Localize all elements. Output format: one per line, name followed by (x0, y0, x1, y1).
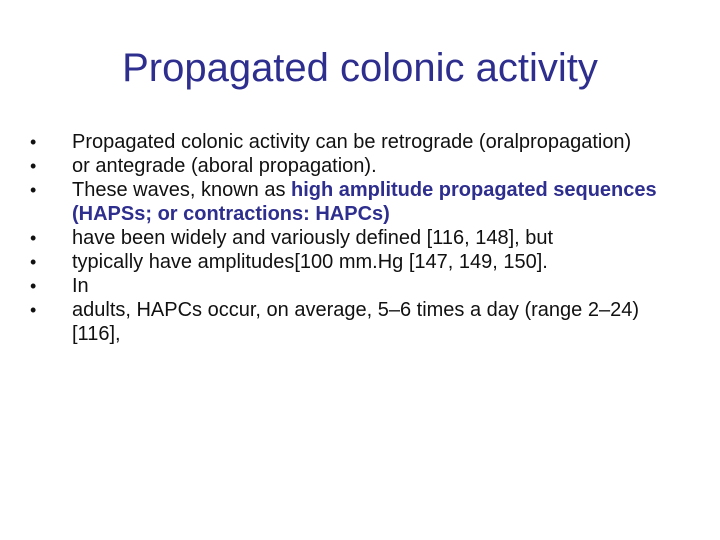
bullet-dot-icon: • (30, 300, 37, 320)
bullet-text: or antegrade (aboral propagation). (72, 155, 377, 177)
bullet-dot-icon: • (30, 276, 37, 296)
bullet-dot-icon: • (30, 156, 37, 176)
bullet-item (30, 274, 690, 298)
bullet-dot-icon: • (30, 252, 37, 272)
slide-title: Propagated colonic activity (122, 46, 598, 90)
bullet-list (30, 130, 690, 346)
bullet-dot-icon: • (30, 180, 37, 200)
bullet-text: In (72, 275, 89, 297)
bullet-text: These waves, known as (72, 179, 291, 201)
bullet-dot-icon: • (30, 132, 37, 152)
bullet-highlight-text: high amplitude propagated sequences (HAPSs; or contractions: HAPCs) (72, 179, 657, 225)
bullet-item (30, 130, 690, 154)
bullet-item (30, 298, 690, 346)
bullet-item (30, 250, 690, 274)
bullet-text: have been widely and variously defined [116, 148], but (72, 227, 554, 249)
bullet-text: adults, HAPCs occur, on average, 5–6 times a day (range 2–24) [116], (72, 299, 639, 345)
bullet-item (30, 154, 690, 178)
bullet-dot-icon: • (30, 228, 37, 248)
bullet-text: Propagated colonic activity can be retrograde (oralpropagation) (72, 131, 632, 153)
bullet-item (30, 178, 690, 226)
bullet-item (30, 226, 690, 250)
bullet-text: typically have amplitudes[100 mm.Hg [147, 149, 150]. (72, 251, 548, 273)
